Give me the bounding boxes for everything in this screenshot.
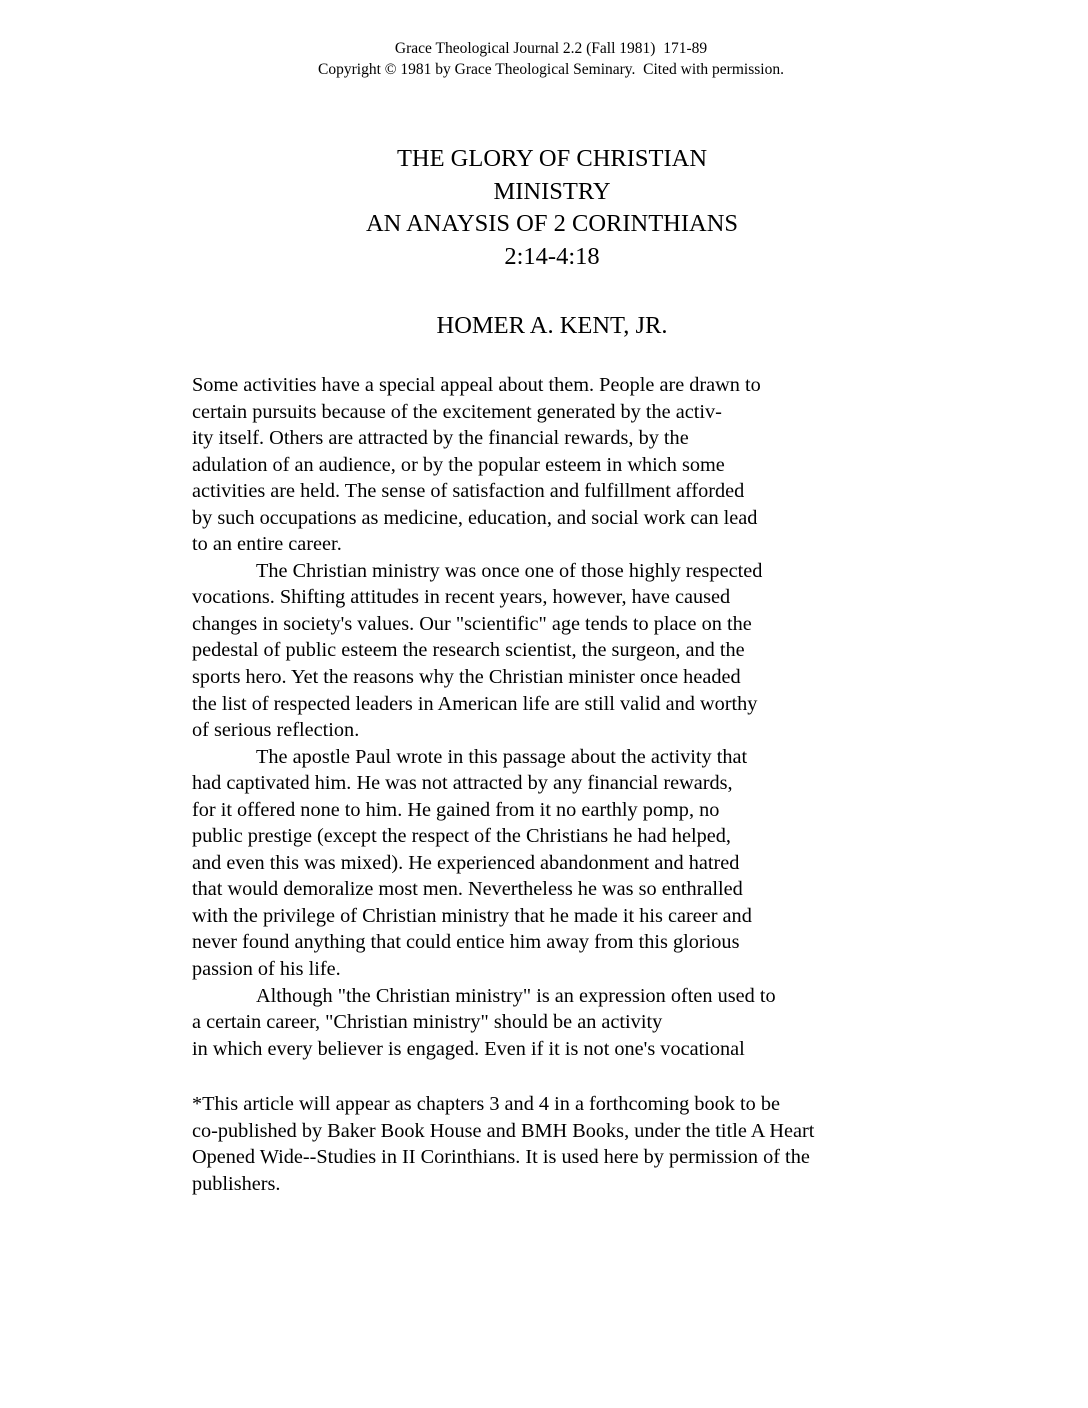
footnote-line: publishers. [192,1172,281,1195]
article-body [192,372,776,1062]
text-line: to an entire career. [192,533,342,556]
footnote-line: Opened Wide--Studies in II Corinthians. It is used here by permission of the [192,1146,810,1169]
text-line: by such occupations as medicine, education, and social work can lead [192,506,758,529]
article-title [0,143,1088,273]
footnote [192,1091,814,1197]
text-line: changes in society's values. Our "scientific" age tends to place on the [192,612,752,635]
footnote-line: co-published by Baker Book House and BMH Books, under the title A Heart [192,1119,815,1142]
text-line: never found anything that could entice him away from this glorious [192,931,740,954]
text-line: with the privilege of Christian ministry that he made it his career and [192,904,752,927]
paragraph [192,372,776,558]
text-line: Some activities have a special appeal about them. People are drawn to [192,374,761,396]
journal-citation: Grace Theological Journal 2.2 (Fall 1981) 171-89 [394,40,708,57]
text-line: that would demoralize most men. Nevertheless he was so enthralled [192,878,743,901]
text-line: of serious reflection. [192,719,360,742]
text-line: Although "the Christian ministry" is an expression often used to [256,984,776,1007]
paragraph [192,744,776,983]
text-line: for it offered none to him. He gained from it no earthly pomp, no [192,798,720,821]
text-line: public prestige (except the respect of the Christians he had helped, [192,825,731,848]
text-line: had captivated him. He was not attracted by any financial rewards, [192,772,733,795]
title-line: AN ANAYSIS OF 2 CORINTHIANS [365,210,739,237]
text-line: certain pursuits because of the excitement generated by the activ- [192,400,722,423]
copyright-notice: Copyright © 1981 by Grace Theological Seminary. Cited with permission. [318,61,784,78]
title-line: MINISTRY [493,177,611,205]
text-line: in which every believer is engaged. Even if it is not one's vocational [192,1037,745,1060]
text-line: activities are held. The sense of satisfaction and fulfillment afforded [192,480,745,503]
title-line: 2:14-4:18 [504,242,600,270]
text-line: a certain career, "Christian ministry" should be an activity [192,1011,663,1034]
text-line: ity itself. Others are attracted by the financial rewards, by the [192,427,689,450]
text-line: passion of his life. [192,958,341,981]
text-line: and even this was mixed). He experienced abandonment and hatred [192,851,740,874]
text-line: pedestal of public esteem the research scientist, the surgeon, and the [192,639,745,662]
footnote-line: *This article will appear as chapters 3 and 4 in a forthcoming book to be [192,1093,780,1115]
paragraph [192,983,776,1063]
paragraph [192,558,776,744]
text-line: the list of respected leaders in American life are still valid and worthy [192,692,758,715]
text-line: The Christian ministry was once one of those highly respected [256,559,763,582]
author-name: HOMER A. KENT, JR. [436,312,668,339]
text-line: vocations. Shifting attitudes in recent years, however, have caused [192,586,731,609]
text-line: The apostle Paul wrote in this passage about the activity that [256,745,748,768]
text-line: sports hero. Yet the reasons why the Christian minister once headed [192,666,741,689]
title-line: THE GLORY OF CHRISTIAN [396,145,708,172]
text-line: adulation of an audience, or by the popular esteem in which some [192,453,725,476]
